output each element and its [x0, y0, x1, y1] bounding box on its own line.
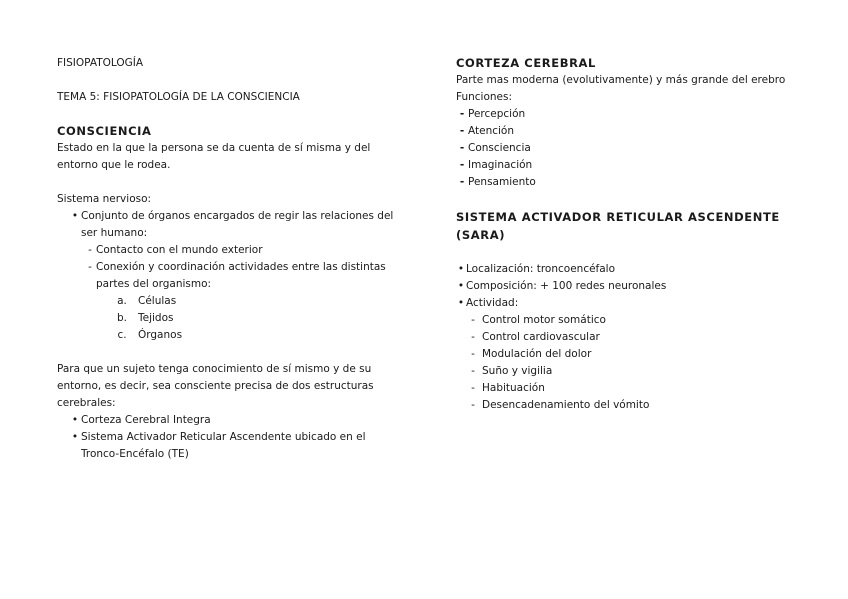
list-item [456, 329, 801, 346]
list-item-text: Control cardiovascular [482, 331, 600, 343]
list-item-text: Percepción [468, 108, 526, 120]
functions-list [456, 106, 801, 191]
list-item-text: Composición: + 100 redes neuronales [466, 280, 667, 292]
list-item [57, 293, 407, 310]
definition-text: Estado en la que la persona se da cuenta de sí misma y del entorno que le rodea. [57, 142, 371, 171]
list-item [456, 140, 801, 157]
list-item [456, 380, 801, 397]
list-item-text: Conjunto de órganos encargados de regir las relaciones del ser humano: [81, 210, 394, 239]
bullet-dash: - [88, 244, 92, 256]
topic-title: TEMA 5: FISIOPATOLOGÍA DE LA CONSCIENCIA [57, 91, 300, 103]
section-title-consciencia: CONSCIENCIA [57, 124, 152, 138]
bullet-dash: - [459, 176, 465, 188]
list-item [57, 310, 407, 327]
bullet-dot: • [71, 431, 79, 443]
bullet-dash: - [459, 142, 465, 154]
cortex-description: Parte mas moderna (evolutivamente) y más grande del erebro [456, 74, 786, 86]
list-item-text: Tejidos [138, 312, 174, 324]
right-column [456, 55, 801, 414]
list-item [57, 327, 407, 344]
list-item [456, 295, 801, 312]
list-marker: c. [117, 329, 127, 341]
bullet-dot: • [457, 263, 465, 275]
nervous-system-list [57, 208, 407, 344]
list-item-text: Desencadenamiento del vómito [482, 399, 650, 411]
list-item [57, 259, 407, 293]
list-item-text: Órganos [138, 329, 183, 341]
list-item-text: Pensamiento [468, 176, 536, 188]
list-item [57, 242, 407, 259]
list-item [456, 174, 801, 191]
structures-list [57, 412, 407, 463]
section-title-corteza: CORTEZA CEREBRAL [456, 56, 596, 70]
bullet-dash: - [88, 261, 92, 273]
list-item-text: Conexión y coordinación actividades entre las distintas partes del organismo: [96, 261, 386, 290]
structures-paragraph: Para que un sujeto tenga conocimiento de sí mismo y de su entorno, es decir, sea consciente precisa de dos estructuras cerebrales: [57, 363, 374, 409]
list-item-text: Corteza Cerebral Integra [81, 414, 211, 426]
list-item [57, 208, 407, 242]
list-item-text: Consciencia [468, 142, 531, 154]
list-item-text: Actividad: [466, 297, 519, 309]
nervous-system-label: Sistema nervioso: [57, 193, 152, 205]
functions-label: Funciones: [456, 91, 513, 103]
list-item [456, 363, 801, 380]
list-item-text: Localización: troncoencéfalo [466, 263, 616, 275]
section-title-sara: SISTEMA ACTIVADOR RETICULAR ASCENDENTE (SARA) [456, 210, 780, 242]
list-marker: b. [116, 312, 127, 324]
list-item [456, 123, 801, 140]
bullet-dash: - [459, 159, 465, 171]
bullet-dot: • [71, 414, 79, 426]
bullet-dash: - [471, 382, 475, 394]
list-item [456, 397, 801, 414]
list-item [456, 261, 801, 278]
bullet-dash: - [471, 365, 475, 377]
list-item-text: Células [138, 295, 177, 307]
list-item-text: Atención [468, 125, 514, 137]
list-item [456, 346, 801, 363]
document-header: FISIOPATOLOGÍA [57, 57, 144, 69]
list-item-text: Sistema Activador Reticular Ascendente ubicado en el Tronco-Encéfalo (TE) [81, 431, 366, 460]
bullet-dot: • [457, 280, 465, 292]
bullet-dash: - [471, 331, 475, 343]
bullet-dash: - [459, 108, 465, 120]
sara-list [456, 261, 801, 414]
list-item-text: Modulación del dolor [482, 348, 592, 360]
left-column [57, 55, 407, 463]
list-item-text: Suño y vigilia [482, 365, 553, 377]
list-marker: a. [117, 295, 127, 307]
list-item [456, 278, 801, 295]
list-item-text: Control motor somático [482, 314, 606, 326]
bullet-dash: - [459, 125, 465, 137]
list-item [57, 412, 407, 429]
bullet-dot: • [71, 210, 79, 222]
list-item [456, 157, 801, 174]
bullet-dash: - [471, 399, 475, 411]
bullet-dot: • [457, 297, 465, 309]
list-item-text: Imaginación [468, 159, 533, 171]
list-item [456, 106, 801, 123]
list-item-text: Contacto con el mundo exterior [96, 244, 263, 256]
list-item [456, 312, 801, 329]
bullet-dash: - [471, 314, 475, 326]
list-item [57, 429, 407, 463]
list-item-text: Habituación [482, 382, 545, 394]
bullet-dash: - [471, 348, 475, 360]
